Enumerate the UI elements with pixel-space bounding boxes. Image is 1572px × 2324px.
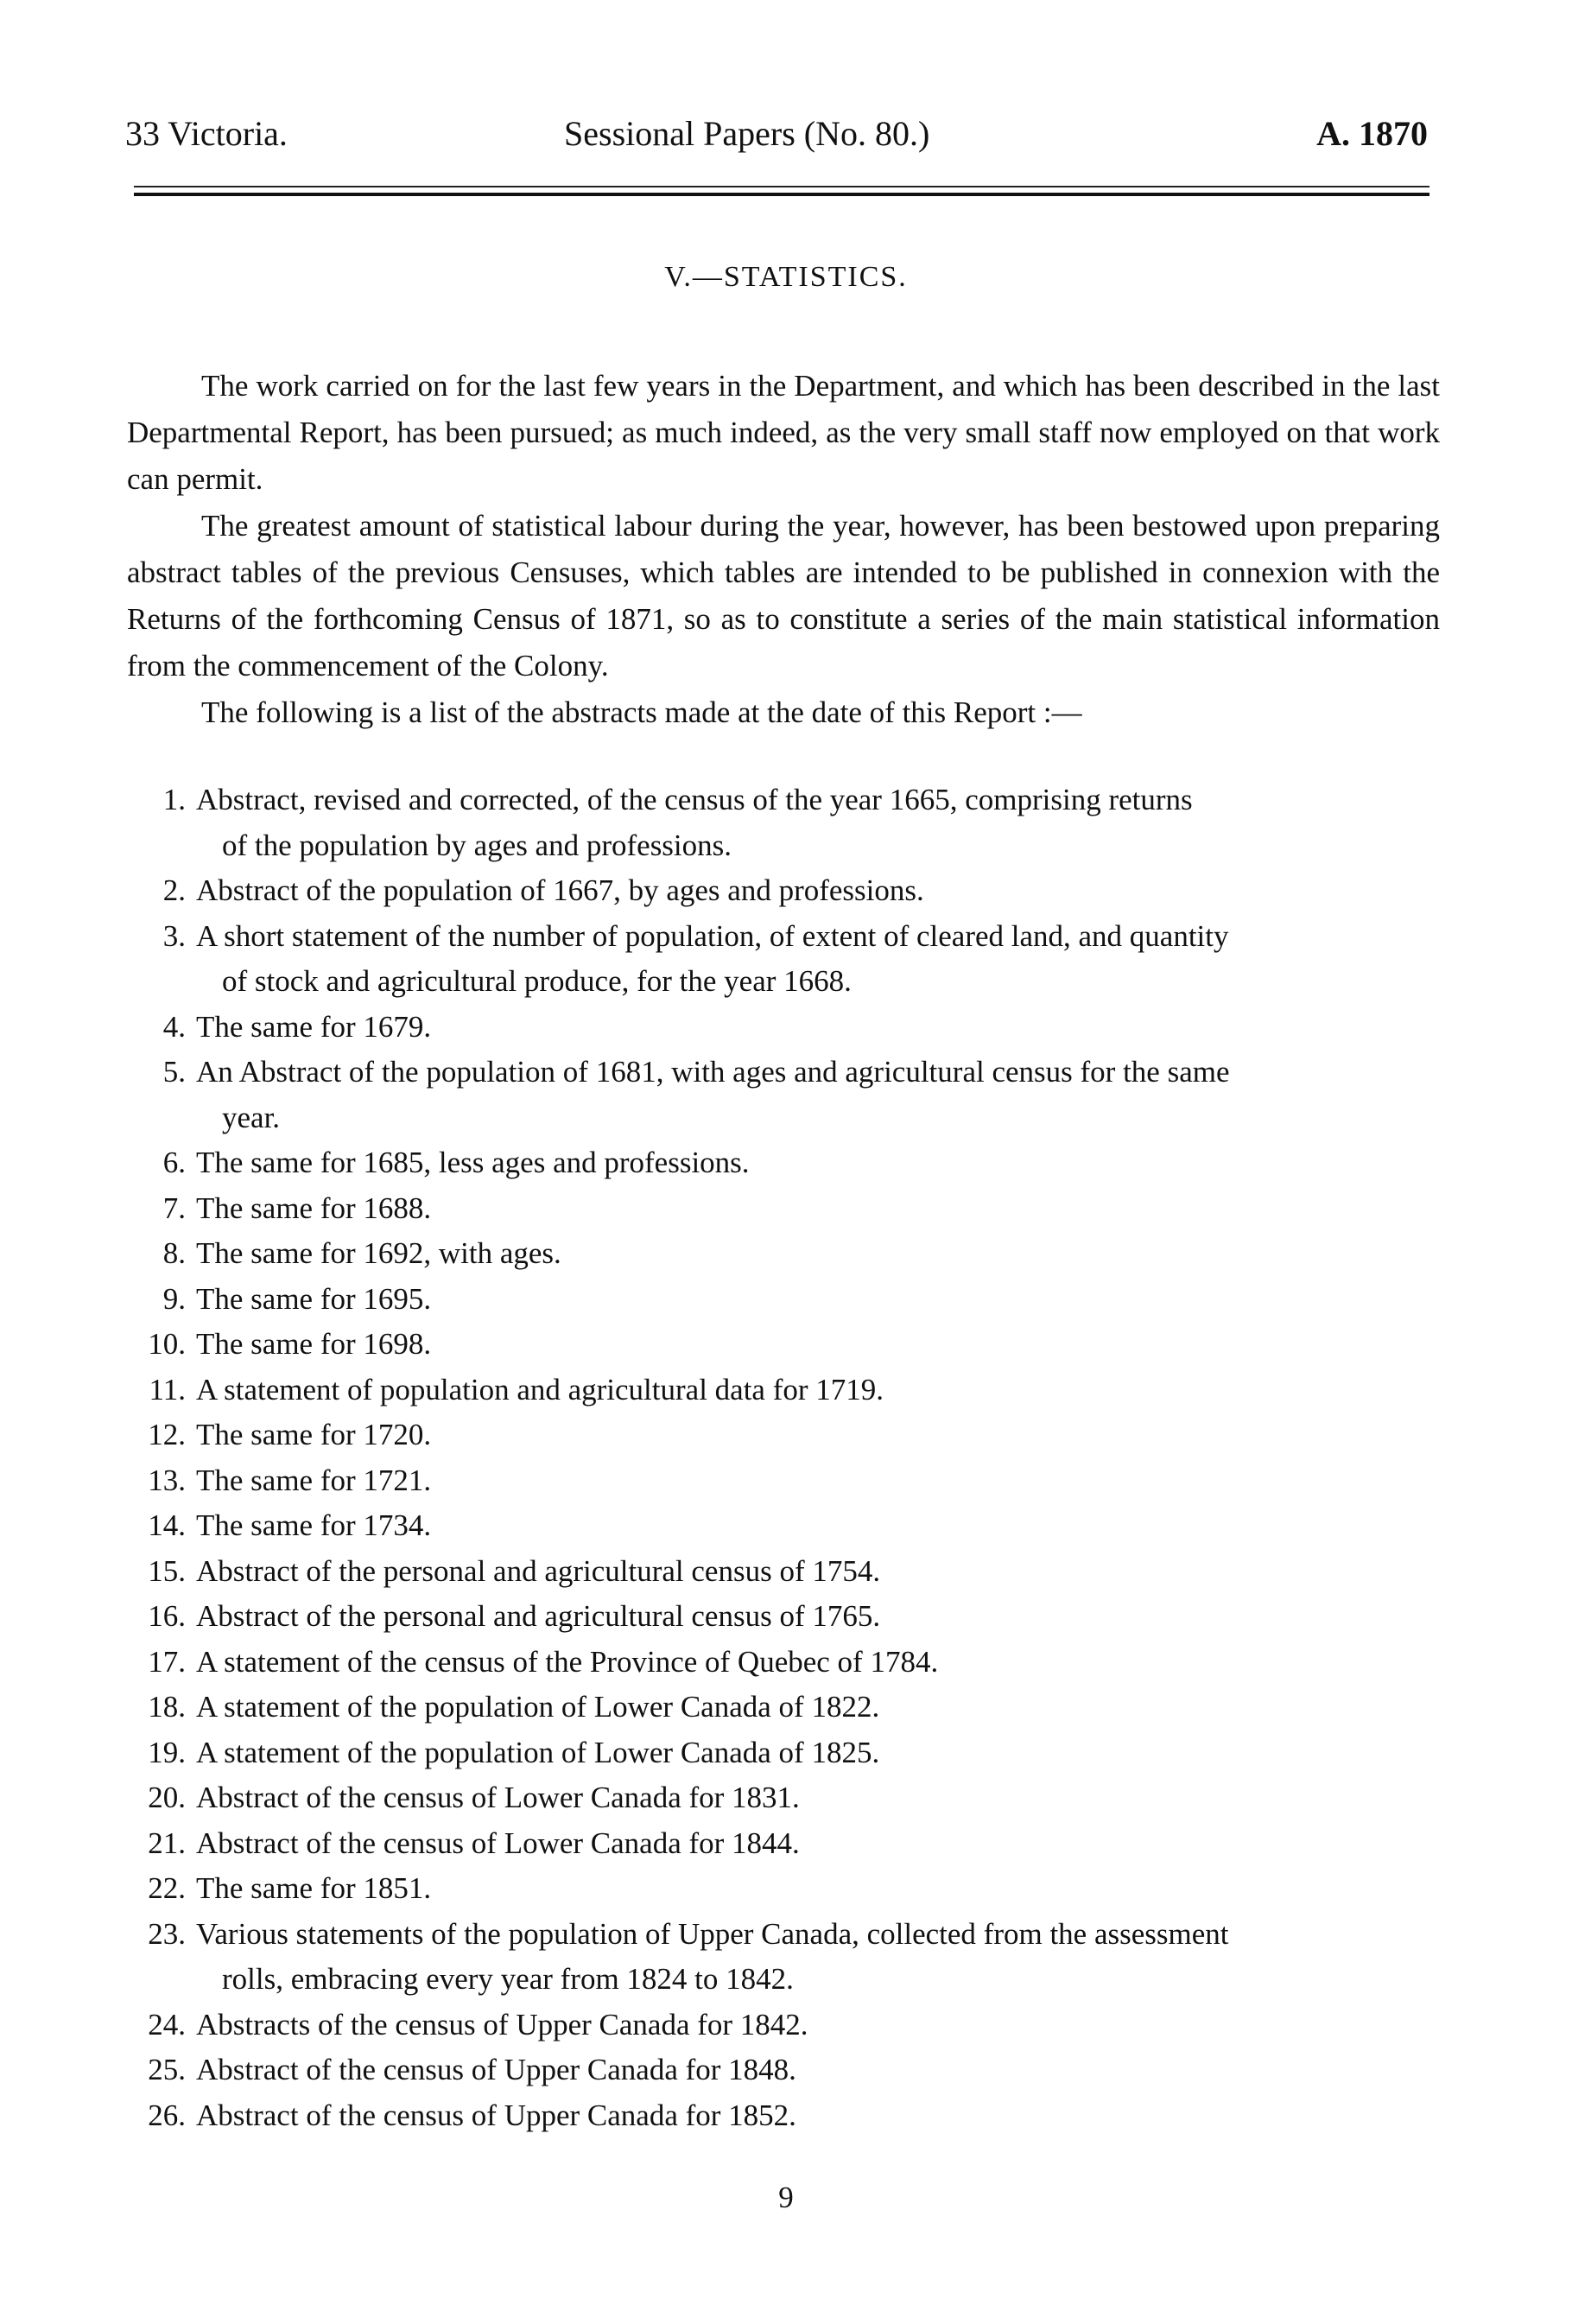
- header-volume: 33 Victoria.: [125, 114, 288, 153]
- list-item: [127, 1277, 1440, 1323]
- page-number: 9: [778, 2181, 794, 2214]
- header-double-rule: [134, 186, 1429, 196]
- list-item-number: 10.: [148, 1327, 186, 1361]
- list-item: [127, 1186, 1440, 1232]
- list-item-text: Abstract of the population of 1667, by ages and professions.: [196, 873, 924, 907]
- list-item-number: 15.: [148, 1553, 186, 1588]
- list-item-number: 14.: [148, 1508, 186, 1542]
- list-item-number: 23.: [148, 1916, 186, 1951]
- list-item-text: The same for 1692, with ages.: [196, 1236, 561, 1270]
- list-item-number: 2.: [162, 873, 186, 907]
- list-item: [127, 868, 1440, 914]
- list-item-number: 25.: [148, 2053, 186, 2086]
- list-item: [127, 778, 1440, 868]
- list-item: [127, 1775, 1440, 1821]
- list-item-continuation: of the population by ages and professions.: [222, 828, 732, 862]
- list-item-line: A short statement of the number of population, of extent of cleared land, and quantity: [196, 918, 1229, 953]
- list-item-text: The same for 1698.: [196, 1327, 432, 1361]
- list-item-text: The same for 1685, less ages and professions.: [196, 1146, 750, 1179]
- paragraph: The work carried on for the last few years in the Department, and which has been described in the last Departmental Report, has been pursued; as much indeed, as the very small staff now employed on that work can permit.: [127, 369, 1440, 496]
- list-item-number: 4.: [162, 1009, 186, 1044]
- list-item: [127, 1821, 1440, 1867]
- list-item-number: 3.: [162, 918, 186, 953]
- list-item-text: The same for 1851.: [196, 1871, 432, 1905]
- list-item-number: 21.: [148, 1826, 186, 1860]
- list-item-number: 5.: [162, 1055, 186, 1089]
- list-item: [127, 1050, 1440, 1140]
- list-item-text: [196, 1050, 1440, 1140]
- list-item-number: 26.: [148, 2098, 186, 2132]
- paragraph: The greatest amount of statistical labour during the year, however, has been bestowed upon preparing abstract tables of the previous Censuses, which tables are intended to be published in connexion with the Returns of the forthcoming Census of 1871, so as to constitute a series of the main statistical information from the commencement of the Colony.: [127, 509, 1440, 683]
- list-item-number: 9.: [162, 1281, 186, 1316]
- list-item-text: The same for 1695.: [196, 1281, 432, 1316]
- list-item-number: 13.: [148, 1463, 186, 1497]
- list-item-continuation: rolls, embracing every year from 1824 to 1842.: [222, 1962, 794, 1996]
- list-item-text: Abstract of the census of Lower Canada for 1844.: [196, 1826, 800, 1860]
- list-item: [127, 1322, 1440, 1368]
- list-item-number: 7.: [162, 1191, 186, 1225]
- list-item-text: A statement of the population of Lower Canada of 1825.: [196, 1735, 880, 1769]
- list-item-number: 20.: [148, 1781, 186, 1814]
- list-item: [127, 2093, 1440, 2139]
- list-item-text: Abstract of the census of Upper Canada for 1852.: [196, 2098, 796, 2132]
- section-title: V.—STATISTICS.: [664, 261, 908, 293]
- list-item-text: A statement of the population of Lower Canada of 1822.: [196, 1690, 880, 1724]
- list-item: [127, 1231, 1440, 1277]
- list-item-text: [196, 914, 1440, 1005]
- list-item-continuation: year.: [222, 1100, 281, 1134]
- header-year: A. 1870: [1316, 114, 1428, 153]
- running-header: [125, 104, 1438, 164]
- list-item-text: Abstracts of the census of Upper Canada for 1842.: [196, 2007, 808, 2041]
- list-item-number: 24.: [148, 2007, 186, 2041]
- list-item-text: [196, 1912, 1440, 2003]
- list-item: [127, 914, 1440, 1005]
- list-item-text: [196, 778, 1440, 868]
- list-item: [127, 1458, 1440, 1504]
- list-item: [127, 1685, 1440, 1730]
- list-item-text: A statement of the census of the Province of Quebec of 1784.: [196, 1644, 939, 1679]
- list-item-text: The same for 1688.: [196, 1191, 432, 1225]
- header-title: Sessional Papers (No. 80.): [564, 114, 930, 153]
- list-item-number: 6.: [162, 1146, 186, 1179]
- list-item-text: Abstract of the personal and agricultural census of 1765.: [196, 1599, 881, 1633]
- paragraph: The following is a list of the abstracts made at the date of this Report :—: [201, 695, 1082, 729]
- header-rule-thin: [134, 186, 1429, 187]
- list-item: [127, 1912, 1440, 2003]
- list-item: [127, 1140, 1440, 1186]
- list-item: [127, 2048, 1440, 2093]
- list-item: [127, 1368, 1440, 1413]
- list-item-continuation: of stock and agricultural produce, for the year 1668.: [222, 964, 852, 998]
- list-item-number: 16.: [148, 1599, 186, 1633]
- list-item-text: The same for 1679.: [196, 1009, 432, 1044]
- list-item-text: A statement of population and agricultural data for 1719.: [196, 1372, 884, 1406]
- list-item-number: 8.: [162, 1236, 186, 1270]
- list-item-number: 11.: [149, 1372, 186, 1406]
- body-text: [127, 363, 1440, 736]
- list-item-number: 22.: [148, 1871, 186, 1905]
- list-item: [127, 1730, 1440, 1776]
- list-item-number: 18.: [148, 1690, 186, 1724]
- list-item: [127, 1413, 1440, 1458]
- list-item-line: Abstract, revised and corrected, of the census of the year 1665, comprising returns: [196, 783, 1193, 816]
- list-item: [127, 1640, 1440, 1686]
- list-item-number: 1.: [162, 783, 186, 816]
- list-item: [127, 1594, 1440, 1640]
- list-item-text: The same for 1721.: [196, 1463, 432, 1497]
- abstracts-list: [127, 778, 1440, 2138]
- list-item-number: 12.: [148, 1418, 186, 1451]
- list-item: [127, 1005, 1440, 1051]
- list-item-number: 19.: [148, 1735, 186, 1769]
- list-item: [127, 1549, 1440, 1595]
- header-rule-thick: [134, 193, 1429, 196]
- list-item: [127, 1866, 1440, 1912]
- list-item-text: Abstract of the personal and agricultural census of 1754.: [196, 1553, 881, 1588]
- list-item-text: The same for 1720.: [196, 1418, 432, 1451]
- list-item-number: 17.: [148, 1644, 186, 1679]
- list-item-text: The same for 1734.: [196, 1508, 432, 1542]
- list-item-line: Various statements of the population of Upper Canada, collected from the assessment: [196, 1916, 1229, 1951]
- list-item: [127, 1503, 1440, 1549]
- list-item-text: Abstract of the census of Lower Canada for 1831.: [196, 1781, 800, 1814]
- list-item: [127, 2003, 1440, 2048]
- list-item-line: An Abstract of the population of 1681, with ages and agricultural census for the same: [196, 1055, 1230, 1089]
- list-item-text: Abstract of the census of Upper Canada for 1848.: [196, 2053, 796, 2086]
